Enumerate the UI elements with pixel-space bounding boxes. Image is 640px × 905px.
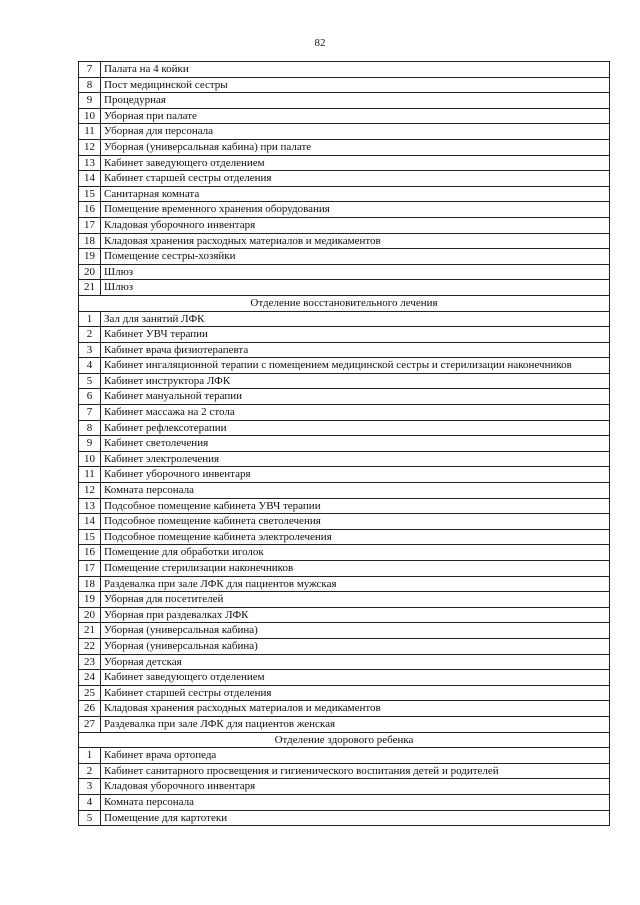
table-row — [79, 794, 610, 810]
row-number: 4 — [79, 358, 101, 374]
table-row — [79, 436, 610, 452]
row-number: 22 — [79, 638, 101, 654]
row-number: 23 — [79, 654, 101, 670]
section-header-row — [79, 732, 610, 748]
room-name: Уборная детская — [101, 654, 610, 670]
room-name: Кабинет заведующего отделением — [101, 155, 610, 171]
room-name: Подсобное помещение кабинета УВЧ терапии — [101, 498, 610, 514]
row-number: 7 — [79, 62, 101, 78]
row-number: 5 — [79, 810, 101, 826]
room-name: Кабинет старшей сестры отделения — [101, 685, 610, 701]
table-row — [79, 311, 610, 327]
table-row — [79, 561, 610, 577]
room-name: Кабинет ингаляционной терапии с помещением медицинской сестры и стерилизации наконечников — [101, 358, 610, 374]
row-number: 15 — [79, 529, 101, 545]
table-row — [79, 358, 610, 374]
row-number: 14 — [79, 514, 101, 530]
row-number: 3 — [79, 779, 101, 795]
table-row — [79, 249, 610, 265]
row-number: 8 — [79, 420, 101, 436]
row-number: 8 — [79, 77, 101, 93]
room-name: Кабинет светолечения — [101, 436, 610, 452]
room-name: Процедурная — [101, 93, 610, 109]
table-row — [79, 763, 610, 779]
table-row — [79, 670, 610, 686]
table-row — [79, 202, 610, 218]
table-row — [79, 420, 610, 436]
rooms-table-body — [79, 62, 610, 826]
table-row — [79, 748, 610, 764]
section-title: Отделение восстановительного лечения — [79, 295, 610, 311]
room-name: Комната персонала — [101, 794, 610, 810]
row-number: 26 — [79, 701, 101, 717]
table-row — [79, 389, 610, 405]
row-number: 25 — [79, 685, 101, 701]
room-name: Санитарная комната — [101, 186, 610, 202]
room-name: Кабинет электролечения — [101, 451, 610, 467]
table-row — [79, 483, 610, 499]
row-number: 10 — [79, 451, 101, 467]
row-number: 2 — [79, 763, 101, 779]
row-number: 17 — [79, 561, 101, 577]
room-name: Уборная при раздевалках ЛФК — [101, 607, 610, 623]
table-row — [79, 451, 610, 467]
row-number: 15 — [79, 186, 101, 202]
section-title: Отделение здорового ребенка — [79, 732, 610, 748]
row-number: 20 — [79, 264, 101, 280]
row-number: 20 — [79, 607, 101, 623]
row-number: 4 — [79, 794, 101, 810]
room-name: Помещение для картотеки — [101, 810, 610, 826]
room-name: Уборная для персонала — [101, 124, 610, 140]
room-name: Уборная при палате — [101, 108, 610, 124]
table-row — [79, 93, 610, 109]
row-number: 5 — [79, 373, 101, 389]
row-number: 19 — [79, 592, 101, 608]
row-number: 14 — [79, 171, 101, 187]
table-row — [79, 233, 610, 249]
row-number: 17 — [79, 217, 101, 233]
row-number: 18 — [79, 576, 101, 592]
table-row — [79, 779, 610, 795]
row-number: 27 — [79, 716, 101, 732]
room-name: Уборная (универсальная кабина) — [101, 638, 610, 654]
table-row — [79, 124, 610, 140]
table-row — [79, 342, 610, 358]
row-number: 11 — [79, 467, 101, 483]
table-row — [79, 607, 610, 623]
room-name: Кабинет уборочного инвентаря — [101, 467, 610, 483]
room-name: Подсобное помещение кабинета светолечения — [101, 514, 610, 530]
table-row — [79, 280, 610, 296]
row-number: 19 — [79, 249, 101, 265]
room-name: Комната персонала — [101, 483, 610, 499]
table-row — [79, 623, 610, 639]
room-name: Палата на 4 койки — [101, 62, 610, 78]
row-number: 12 — [79, 139, 101, 155]
table-row — [79, 498, 610, 514]
table-row — [79, 405, 610, 421]
room-name: Шлюз — [101, 280, 610, 296]
row-number: 3 — [79, 342, 101, 358]
page-number: 82 — [314, 37, 326, 49]
room-name: Кладовая уборочного инвентаря — [101, 779, 610, 795]
table-row — [79, 171, 610, 187]
row-number: 1 — [79, 311, 101, 327]
room-name: Раздевалка при зале ЛФК для пациентов мужская — [101, 576, 610, 592]
table-row — [79, 716, 610, 732]
row-number: 7 — [79, 405, 101, 421]
room-name: Кладовая уборочного инвентаря — [101, 217, 610, 233]
row-number: 1 — [79, 748, 101, 764]
table-row — [79, 264, 610, 280]
room-name: Кладовая хранения расходных материалов и медикаментов — [101, 701, 610, 717]
room-name: Кабинет старшей сестры отделения — [101, 171, 610, 187]
table-row — [79, 654, 610, 670]
room-name: Помещение для обработки иголок — [101, 545, 610, 561]
table-row — [79, 592, 610, 608]
table-row — [79, 529, 610, 545]
table-row — [79, 545, 610, 561]
row-number: 6 — [79, 389, 101, 405]
room-name: Уборная для посетителей — [101, 592, 610, 608]
table-row — [79, 139, 610, 155]
row-number: 13 — [79, 155, 101, 171]
table-row — [79, 701, 610, 717]
table-row — [79, 638, 610, 654]
row-number: 18 — [79, 233, 101, 249]
table-row — [79, 467, 610, 483]
room-name: Уборная (универсальная кабина) при палате — [101, 139, 610, 155]
row-number: 2 — [79, 327, 101, 343]
room-name: Уборная (универсальная кабина) — [101, 623, 610, 639]
room-name: Кабинет инструктора ЛФК — [101, 373, 610, 389]
table-row — [79, 576, 610, 592]
room-name: Подсобное помещение кабинета электролечения — [101, 529, 610, 545]
row-number: 11 — [79, 124, 101, 140]
row-number: 9 — [79, 436, 101, 452]
table-row — [79, 217, 610, 233]
room-name: Кабинет рефлексотерапии — [101, 420, 610, 436]
table-row — [79, 62, 610, 78]
row-number: 16 — [79, 545, 101, 561]
room-name: Помещение сестры-хозяйки — [101, 249, 610, 265]
row-number: 21 — [79, 623, 101, 639]
row-number: 12 — [79, 483, 101, 499]
room-name: Пост медицинской сестры — [101, 77, 610, 93]
row-number: 10 — [79, 108, 101, 124]
row-number: 16 — [79, 202, 101, 218]
room-name: Кабинет мануальной терапии — [101, 389, 610, 405]
row-number: 9 — [79, 93, 101, 109]
room-name: Кабинет врача ортопеда — [101, 748, 610, 764]
table-row — [79, 186, 610, 202]
room-name: Кабинет заведующего отделением — [101, 670, 610, 686]
room-name: Кабинет врача физиотерапевта — [101, 342, 610, 358]
row-number: 24 — [79, 670, 101, 686]
table-row — [79, 373, 610, 389]
room-name: Шлюз — [101, 264, 610, 280]
room-name: Зал для занятий ЛФК — [101, 311, 610, 327]
table-row — [79, 514, 610, 530]
room-name: Кабинет санитарного просвещения и гигиенического воспитания детей и родителей — [101, 763, 610, 779]
room-name: Помещение временного хранения оборудования — [101, 202, 610, 218]
table-row — [79, 327, 610, 343]
room-name: Помещение стерилизации наконечников — [101, 561, 610, 577]
rooms-table — [78, 61, 610, 826]
table-row — [79, 108, 610, 124]
section-header-row — [79, 295, 610, 311]
room-name: Раздевалка при зале ЛФК для пациентов женская — [101, 716, 610, 732]
table-row — [79, 77, 610, 93]
row-number: 13 — [79, 498, 101, 514]
row-number: 21 — [79, 280, 101, 296]
table-row — [79, 155, 610, 171]
table-row — [79, 810, 610, 826]
room-name: Кабинет массажа на 2 стола — [101, 405, 610, 421]
room-name: Кабинет УВЧ терапии — [101, 327, 610, 343]
room-name: Кладовая хранения расходных материалов и медикаментов — [101, 233, 610, 249]
table-row — [79, 685, 610, 701]
